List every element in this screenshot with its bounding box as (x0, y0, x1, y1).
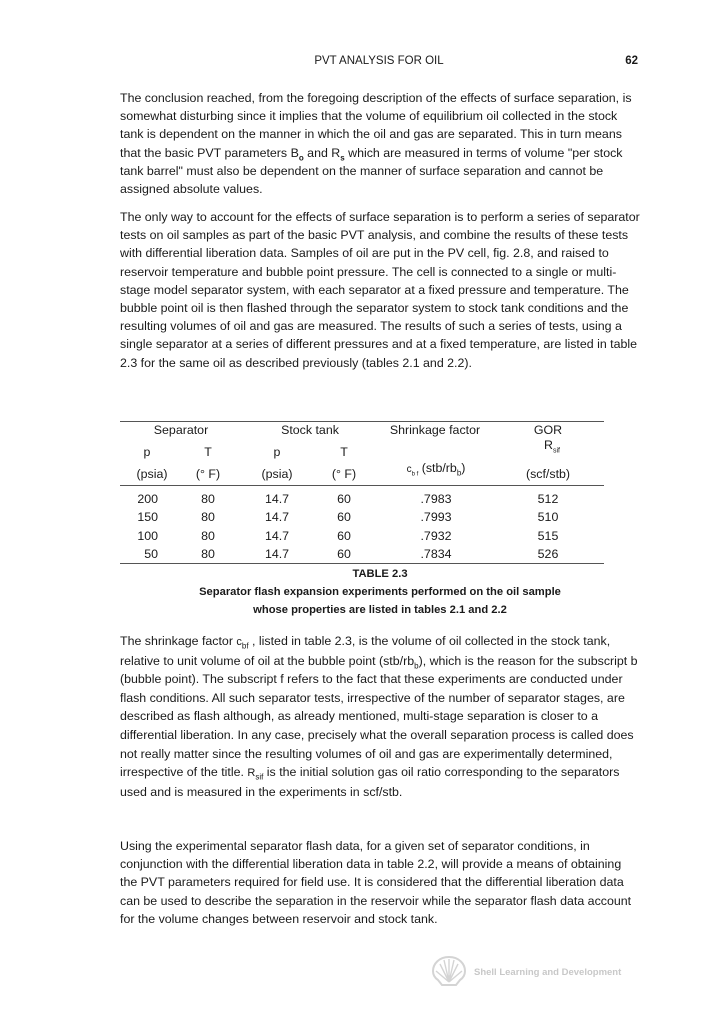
cell-sep-pressure: 150 (137, 510, 158, 525)
header-shrinkage: Shrinkage factor (389, 423, 481, 437)
cell-stock-temp: 60 (337, 546, 351, 561)
cell-sep-pressure: 200 (137, 492, 158, 506)
unit-psia-stock: (psia) (261, 467, 293, 481)
cell-sep-pressure: 100 (137, 528, 158, 543)
page-number: 62 (625, 55, 638, 67)
cell-sep-temp: 80 (201, 492, 215, 506)
cell-sep-pressure: 50 (144, 546, 158, 561)
cell-gor: 526 (537, 546, 559, 561)
subheader-t-separator: T (204, 445, 212, 459)
unit-f-separator: (° F) (195, 467, 221, 481)
caption-label: TABLE 2.3 (352, 568, 408, 580)
paragraph-3: The shrinkage factor $c_{bf}$ , listed in table 2.3, is the volume of oil collected in the stock tank, relative to unit volume of oil at the bubble point $(stb/rb_b)$, which is the reason for the subscript b (bubble point). The subscript f refers to the fact that these experiments are conducted under flash conditions. All such separator tests, irrespective of the number of separator stages, are described as flash although, as already mentioned, multi-stage separation is closer to a differential liberation. In any case, precisely what the overall separation process is called does not really matter since the resulting volumes of oil and gas are experimentally determined, irrespective of the title. $R_{sif}$ is the initial solution gas oil ratio corresponding to the separators used and is measured in the experiments in scf/stb. (120, 634, 638, 799)
cell-stock-temp: 60 (337, 492, 351, 506)
unit-f-stock: (° F) (331, 467, 357, 481)
subheader-t-stock: T (340, 445, 348, 459)
cell-sep-temp: 80 (201, 528, 215, 543)
unit-scf-stb: (scf/stb) (525, 467, 571, 481)
paragraph-2: The only way to account for the effects of surface separation is to perform a series of separator tests on oil samples as part of the basic PVT analysis, and combine the results of these tests with differential liberation data. Samples of oil are put in the PV cell, fig. 2.8, and raised to reservoir temperature and bubble point pressure. The cell is connected to a single or multi-stage model separator system, with each separator at a fixed pressure and temperature. The bubble point oil is then flashed through the separator system to stock tank conditions and the resulting volumes of oil and gas are measured. The results of such a series of tests, using a single separator at a series of different pressures and at a fixed temperature, are listed in table 2.3 for the same oil as described previously (tables 2.1 and 2.2). (120, 210, 640, 370)
cell-shrinkage-factor: .7983 (420, 492, 452, 506)
cell-gor: 512 (537, 492, 559, 506)
cell-sep-temp: 80 (201, 546, 215, 561)
footer-brand-text: Shell Learning and Development (474, 967, 622, 978)
paragraph-1: The conclusion reached, from the foregoing description of the effects of surface separation, is somewhat disturbing since it implies that the volume of equilibrium oil collected in the stock tank is dependent on the manner in which the oil and gas are separated. This in turn means that the basic PVT parameters $B_o$ and $R_s$ which are measured in terms of volume "per stock tank barrel" must also be dependent on the manner of surface separation and cannot be assigned absolute values. (120, 91, 632, 197)
page-header (120, 55, 638, 71)
cell-gor: 510 (537, 510, 559, 525)
unit-psia-separator: (psia) (136, 467, 168, 481)
cell-stock-pressure: 14.7 (264, 510, 290, 525)
running-title: PVT ANALYSIS FOR OIL (314, 55, 444, 67)
cell-stock-temp: 60 (337, 528, 351, 543)
paragraph-4: Using the experimental separator flash data, for a given set of separator conditions, in conjunction with the differential liberation data in table 2.2, will provide a means of obtaining the PVT parameters required for field use. It is considered that the differential liberation data can be used to describe the separation in the reservoir while the separator flash data account for the volume changes between reservoir and stock tank. (120, 839, 632, 926)
cell-stock-temp: 60 (337, 510, 351, 525)
cell-sep-temp: 80 (201, 510, 215, 525)
table-caption (120, 565, 640, 619)
shell-logo-icon (431, 955, 467, 987)
cell-stock-pressure: 14.7 (264, 492, 290, 506)
header-gor: GOR (533, 423, 563, 437)
cell-gor: 515 (537, 528, 559, 543)
header-stock-tank: Stock tank (281, 423, 339, 437)
subheader-r: $R_{sif}$ (544, 438, 560, 455)
unit-shrinkage: $c_{b f}$ $(stb/rb_b)$ (406, 461, 466, 478)
cell-shrinkage-factor: .7993 (420, 510, 452, 525)
caption-line-2: whose properties are listed in tables 2.1 and 2.2 (253, 604, 507, 616)
subheader-p-separator: p (143, 445, 151, 459)
caption-line-1: Separator flash expansion experiments performed on the oil sample (199, 586, 561, 598)
cell-stock-pressure: 14.7 (264, 528, 290, 543)
cell-shrinkage-factor: .7932 (420, 528, 452, 543)
subheader-p-stock: p (273, 445, 281, 459)
cell-shrinkage-factor: .7834 (420, 546, 452, 561)
header-separator: Separator (153, 423, 209, 437)
cell-stock-pressure: 14.7 (264, 546, 290, 561)
